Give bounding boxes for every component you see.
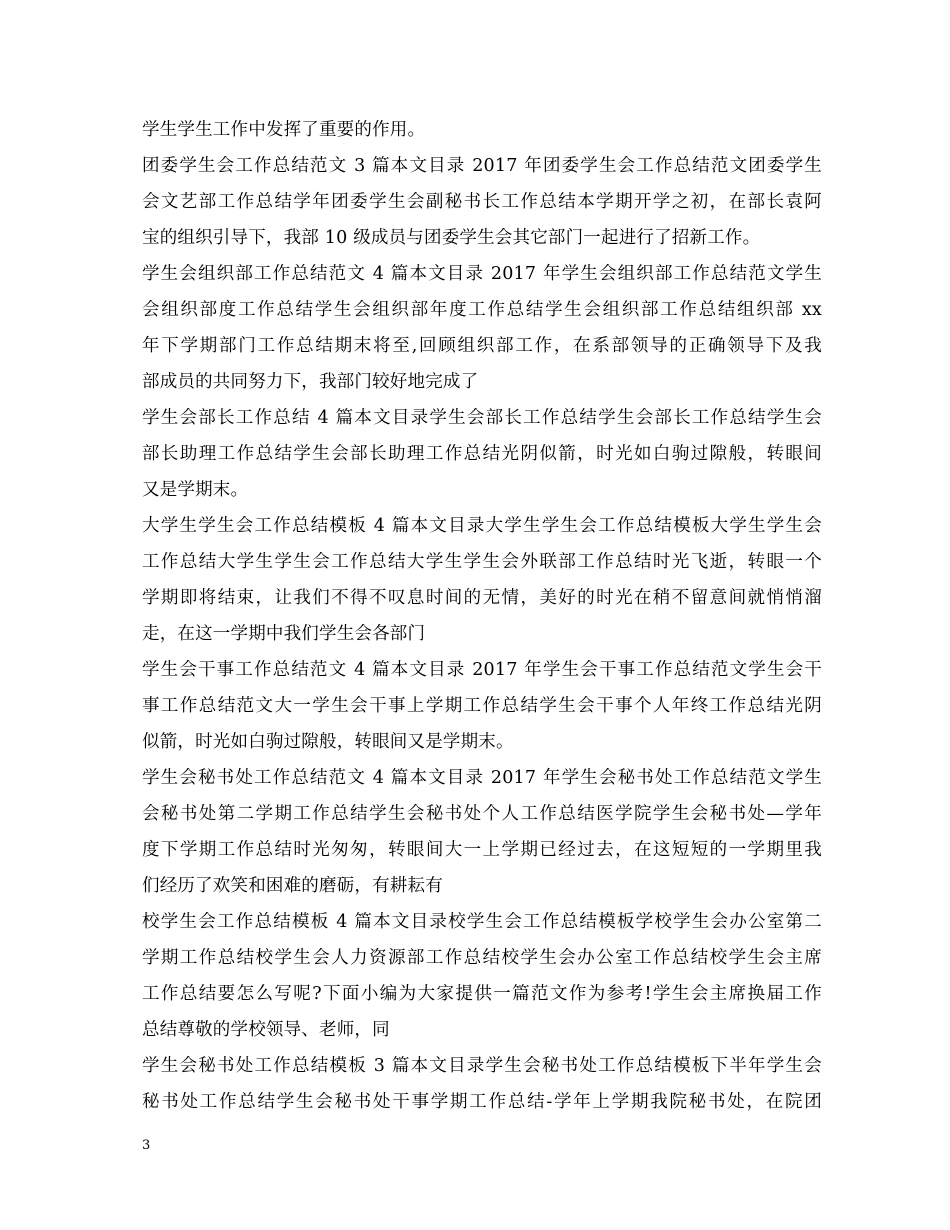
text-line: 工作总结大学生学生会工作总结大学生学生会外联部工作总结时光飞逝，转眼一个 [142, 552, 822, 572]
text-line: 们经历了欢笑和困难的磨砺，有耕耘有 [142, 876, 443, 896]
text-line: 部成员的共同努力下，我部门较好地完成了 [142, 372, 479, 392]
text-line: 度下学期工作总结时光匆匆，转眼间大一上学期已经过去，在这短短的一学期里我 [142, 840, 822, 860]
text-line: 工作总结要怎么写呢?下面小编为大家提供一篇范文作为参考!学生会主席换届工作 [142, 984, 822, 1004]
text-line: 走，在这一学期中我们学生会各部门 [142, 624, 426, 644]
text-line: 学生会组织部工作总结范文 4 篇本文目录 2017 年学生会组织部工作总结范文学生 [142, 264, 822, 284]
page-number: 3 [142, 1138, 151, 1153]
text-line: 事工作总结范文大一学生会干事上学期工作总结学生会干事个人年终工作总结光阴 [142, 696, 822, 716]
text-line: 宝的组织引导下，我部 10 级成员与团委学生会其它部门一起进行了招新工作。 [142, 228, 761, 248]
text-line: 学生会秘书处工作总结范文 4 篇本文目录 2017 年学生会秘书处工作总结范文学生 [142, 768, 822, 788]
text-line: 校学生会工作总结模板 4 篇本文目录校学生会工作总结模板学校学生会办公室第二 [142, 912, 822, 932]
text-line: 会秘书处第二学期工作总结学生会秘书处个人工作总结医学院学生会秘书处—学年 [142, 804, 822, 824]
text-line: 学期工作总结校学生会人力资源部工作总结校学生会办公室工作总结校学生会主席 [142, 948, 822, 968]
text-line: 学生会秘书处工作总结模板 3 篇本文目录学生会秘书处工作总结模板下半年学生会 [142, 1056, 822, 1076]
text-line: 大学生学生会工作总结模板 4 篇本文目录大学生学生会工作总结模板大学生学生会 [142, 516, 822, 536]
text-line: 部长助理工作总结学生会部长助理工作总结光阴似箭，时光如白驹过隙般，转眼间 [142, 444, 822, 464]
text-line: 学生会部长工作总结 4 篇本文目录学生会部长工作总结学生会部长工作总结学生会 [142, 408, 822, 428]
text-line: 学生会干事工作总结范文 4 篇本文目录 2017 年学生会干事工作总结范文学生会干 [142, 660, 822, 680]
text-line: 团委学生会工作总结范文 3 篇本文目录 2017 年团委学生会工作总结范文团委学生 [142, 156, 822, 176]
text-line: 总结尊敬的学校领导、老师，同 [142, 1020, 390, 1040]
text-line: 学期即将结束，让我们不得不叹息时间的无情，美好的时光在稍不留意间就悄悄溜 [142, 588, 822, 608]
text-line: 会文艺部工作总结学年团委学生会副秘书长工作总结本学期开学之初，在部长袁阿 [142, 192, 822, 212]
text-line: 又是学期末。 [142, 480, 249, 500]
text-line: 似箭，时光如白驹过隙般，转眼间又是学期末。 [142, 732, 514, 752]
text-line: 秘书处工作总结学生会秘书处干事学期工作总结-学年上学期我院秘书处，在院团 [142, 1092, 822, 1112]
text-line: 年下学期部门工作总结期末将至,回顾组织部工作，在系部领导的正确领导下及我 [142, 336, 822, 356]
text-line: 学生学生工作中发挥了重要的作用。 [142, 120, 426, 140]
text-line: 会组织部度工作总结学生会组织部年度工作总结学生会组织部工作总结组织部 xx [142, 300, 822, 320]
